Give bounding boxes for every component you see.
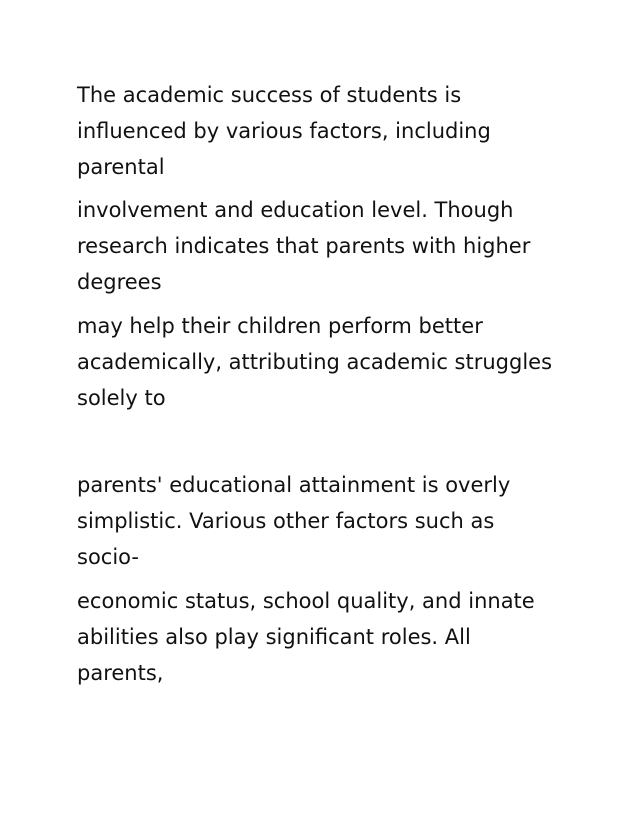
text-line: parental <box>77 155 165 179</box>
text-line: economic status, school quality, and innate <box>77 589 535 613</box>
text-line: may help their children perform better <box>77 314 483 338</box>
text-line: research indicates that parents with higher <box>77 234 531 258</box>
text-line: involvement and education level. Though <box>77 198 514 222</box>
text-line: influenced by various factors, including <box>77 119 491 143</box>
text-line: parents, <box>77 661 164 685</box>
text-line: simplistic. Various other factors such as <box>77 509 495 533</box>
text-line: The academic success of students is <box>77 83 462 107</box>
text-line: academically, attributing academic struggles <box>77 350 553 374</box>
text-line: abilities also play significant roles. All <box>77 625 471 649</box>
text-line: socio- <box>77 545 139 569</box>
text-line: parents' educational attainment is overly <box>77 473 511 497</box>
text-line: solely to <box>77 386 166 410</box>
text-line: degrees <box>77 270 162 294</box>
